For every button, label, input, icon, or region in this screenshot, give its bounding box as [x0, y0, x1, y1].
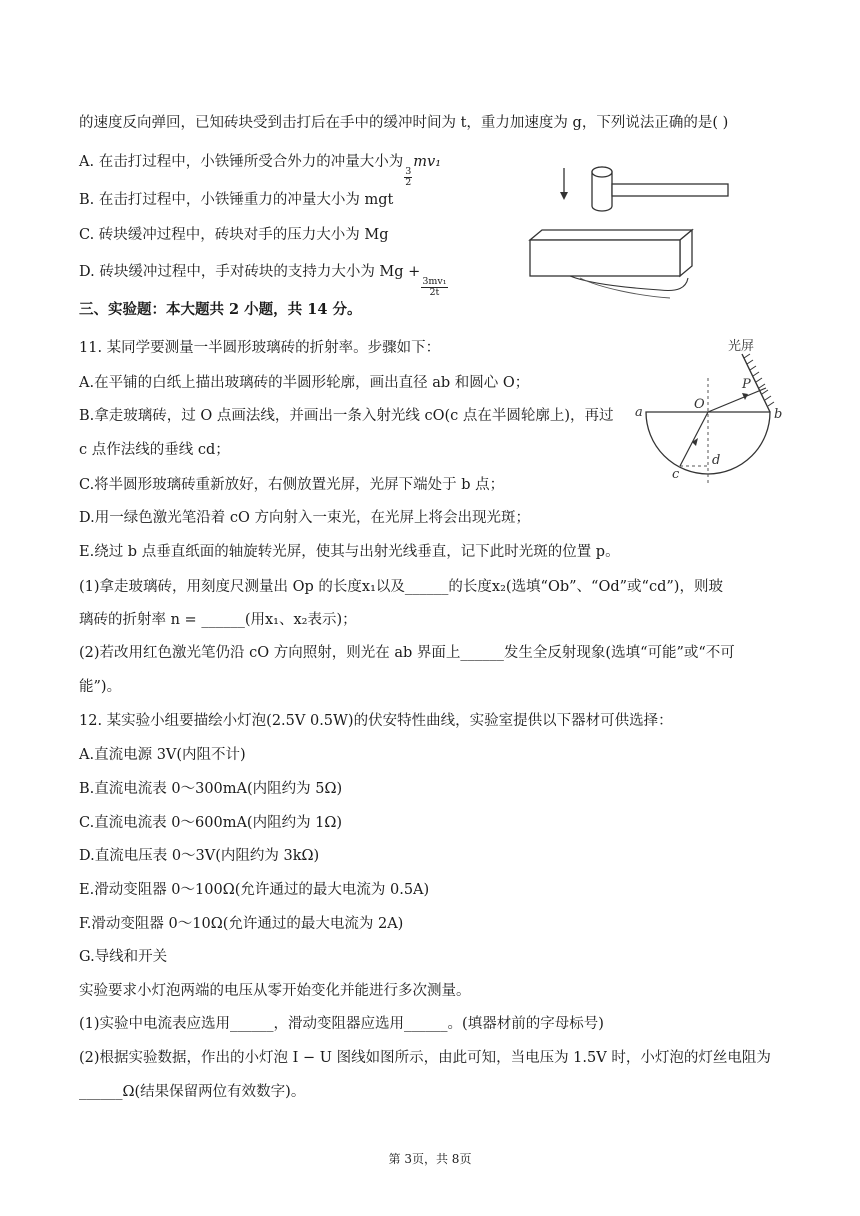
q11-step-e: E.绕过 b 点垂直纸面的轴旋转光屏，使其与出射光线垂直，记下此时光斑的位置 p。: [79, 544, 620, 560]
q11-question2-line2: 能”)。: [79, 679, 122, 695]
option-d-fraction: $\frac{\text{3mv₁}}{2t}$: [422, 276, 447, 298]
option-a-tail: mv₁: [413, 154, 442, 170]
q10-option-b: B. 在击打过程中，小铁锤重力的冲量大小为 mgt: [79, 192, 394, 208]
label-screen: 光屏: [728, 338, 755, 353]
q11-step-a: A.在平铺的白纸上描出玻璃砖的半圆形轮廓，画出直径 ab 和圆心 O；: [79, 375, 530, 391]
q12-item-b: B.直流电流表 0～300mA(内阻约为 5Ω): [79, 781, 343, 797]
q10-option-d: [79, 262, 449, 298]
q11-question2-line1: (2)若改用红色激光笔仍沿 cO 方向照射，则光在 ab 界面上______发生全反射现象(选填“可能”或“不可: [79, 645, 735, 661]
q12-requirement: 实验要求小灯泡两端的电压从零开始变化并能进行多次测量。: [79, 983, 471, 999]
q10-stem-tail: 的速度反向弹回，已知砖块受到击打后在手中的缓冲时间为 t，重力加速度为 g，下列说法正确的是( ): [79, 115, 729, 131]
label-c: c: [672, 467, 680, 482]
page-footer: 第 3页，共 8页: [388, 1152, 472, 1166]
q12-question1: (1)实验中电流表应选用______，滑动变阻器应选用______。(填器材前的字母标号): [79, 1016, 604, 1032]
q11-question1-line2: 璃砖的折射率 n = ______(用x₁、x₂表示)；: [79, 612, 357, 628]
q10-option-a: [79, 152, 441, 188]
q12-question2-line2: ______Ω(结果保留两位有效数字)。: [79, 1084, 306, 1100]
q10-option-c: C. 砖块缓冲过程中，砖块对手的压力大小为 Mg: [79, 227, 389, 243]
label-b: b: [774, 407, 783, 422]
q12-item-a: A.直流电源 3V(内阻不计): [79, 747, 246, 763]
q12-item-e: E.滑动变阻器 0～100Ω(允许通过的最大电流为 0.5A): [79, 882, 430, 898]
q12-item-g: G.导线和开关: [79, 949, 168, 965]
hammer-brick-figure: [520, 160, 740, 310]
q11-step-b-line2: c 点作法线的垂线 cd；: [79, 442, 230, 458]
section-heading: 三、实验题：本大题共 2 小题，共 14 分。: [79, 301, 362, 318]
q12-question2-line1: (2)根据实验数据，作出的小灯泡 I − U 图线如图所示，由此可知，当电压为 1.5V 时，小灯泡的灯丝电阻为: [79, 1050, 771, 1066]
label-a: a: [635, 405, 643, 420]
option-d-text: D. 砖块缓冲过程中，手对砖块的支持力大小为 Mg +: [79, 264, 421, 280]
q12-stem: 12. 某实验小组要描绘小灯泡(2.5V 0.5W)的伏安特性曲线，实验室提供以下器材可供选择：: [79, 713, 673, 729]
q11-step-d: D.用一绿色激光笔沿着 cO 方向射入一束光，在光屏上将会出现光斑；: [79, 510, 530, 526]
label-o: O: [694, 397, 705, 412]
semicircle-glass-figure: [630, 330, 790, 490]
label-d: d: [712, 453, 721, 468]
option-a-fraction: $\frac{3}{2}$: [405, 166, 412, 188]
q12-item-c: C.直流电流表 0～600mA(内阻约为 1Ω): [79, 815, 343, 831]
q11-stem: 11. 某同学要测量一半圆形玻璃砖的折射率。步骤如下：: [79, 340, 441, 356]
option-a-text: A. 在击打过程中，小铁锤所受合外力的冲量大小为: [79, 154, 404, 170]
q11-step-c: C.将半圆形玻璃砖重新放好，右侧放置光屏，光屏下端处于 b 点；: [79, 477, 505, 493]
q11-step-b-line1: B.拿走玻璃砖，过 O 点画法线，并画出一条入射光线 cO(c 点在半圆轮廓上)，再过: [79, 408, 614, 424]
q12-item-d: D.直流电压表 0～3V(内阻约为 3kΩ): [79, 848, 320, 864]
q11-question1-line1: (1)拿走玻璃砖，用刻度尺测量出 Op 的长度x₁以及______的长度x₂(选填“Ob”、“Od”或“cd”)，则玻: [79, 579, 723, 595]
q12-item-f: F.滑动变阻器 0～10Ω(允许通过的最大电流为 2A): [79, 916, 404, 932]
label-p: P: [742, 377, 751, 392]
